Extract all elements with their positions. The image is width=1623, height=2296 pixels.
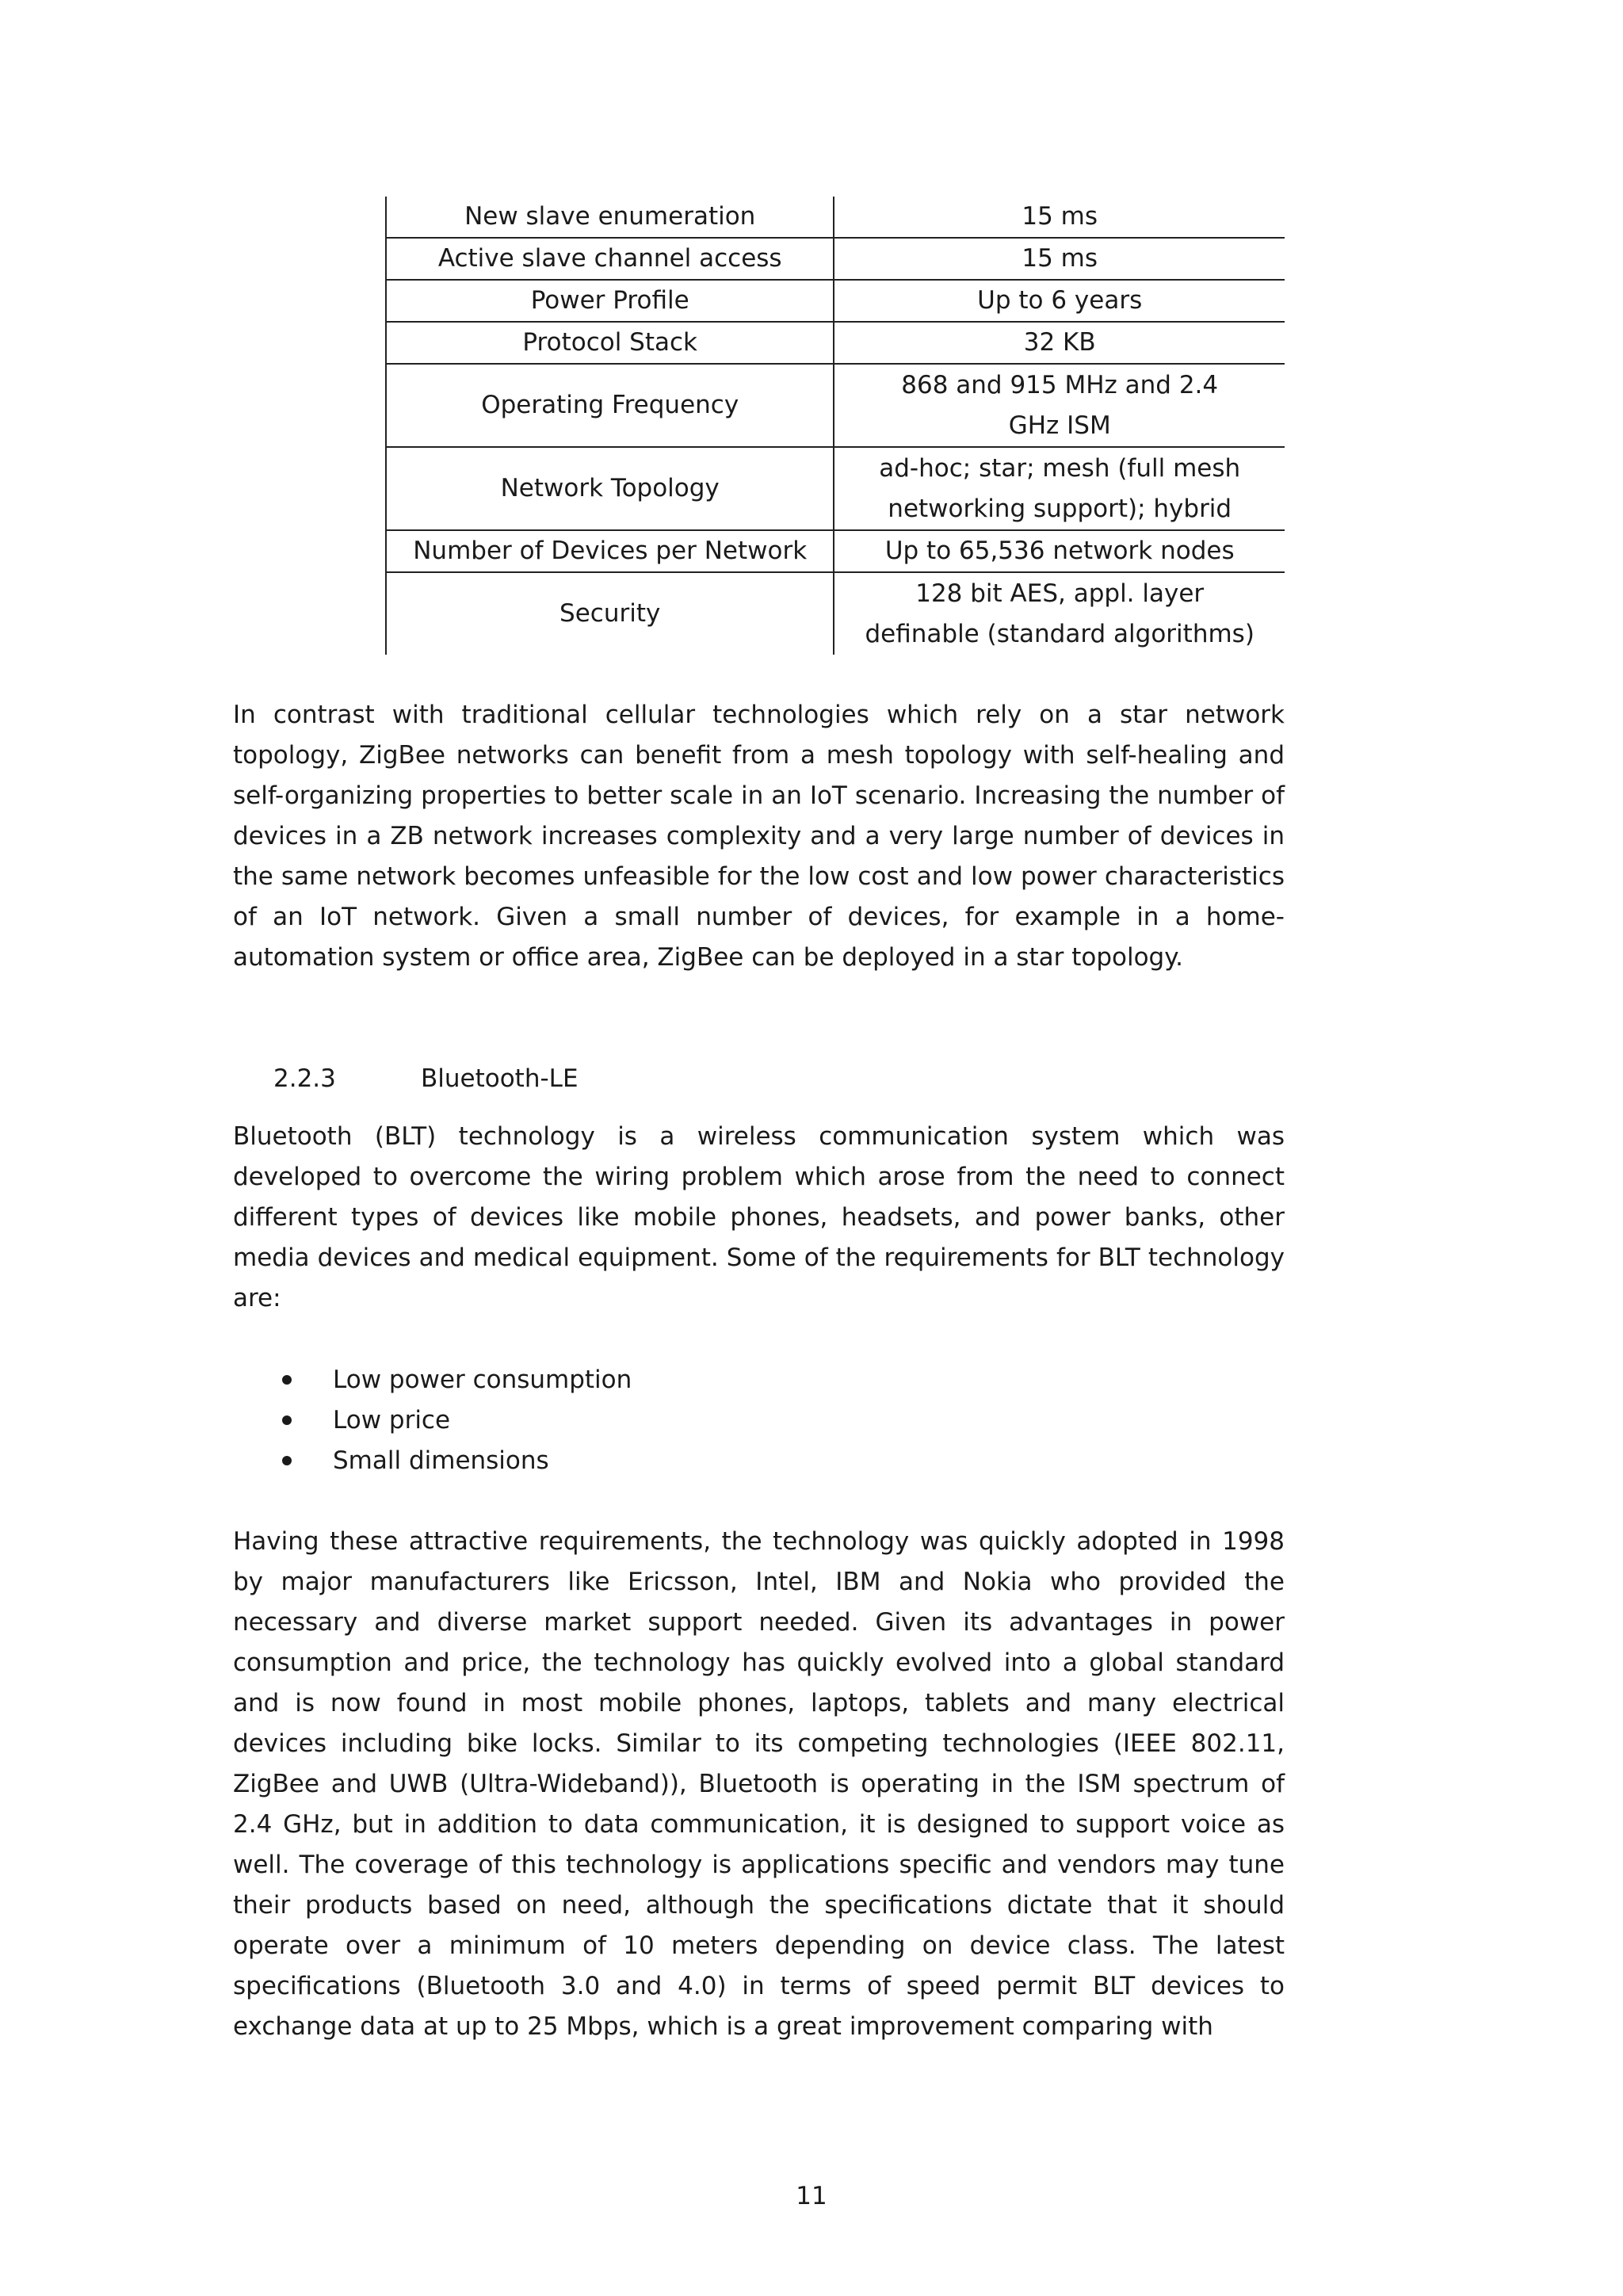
table-row	[386, 572, 1285, 655]
table-row	[386, 530, 1285, 572]
table-cell-label: Security	[386, 572, 834, 655]
table-cell-value: Up to 65,536 network nodes	[834, 530, 1285, 572]
table-cell-value-line: networking support); hybrid	[888, 494, 1232, 523]
page-number: 11	[796, 2182, 827, 2210]
table-row	[386, 197, 1285, 238]
table-cell-label: Network Topology	[386, 447, 834, 530]
table-cell-value-line: definable (standard algorithms)	[865, 619, 1254, 648]
bullet-icon	[282, 1456, 292, 1465]
table-cell-label: Operating Frequency	[386, 364, 834, 447]
list-item	[277, 1360, 632, 1400]
table-cell-value: 32 KB	[834, 322, 1285, 364]
table-row	[386, 322, 1285, 364]
list-item	[277, 1441, 632, 1481]
table-cell-label: Protocol Stack	[386, 322, 834, 364]
table-cell-value-line: ad-hoc; star; mesh (full mesh	[879, 453, 1241, 483]
table-cell-value-line: 128 bit AES, appl. layer	[915, 579, 1205, 608]
list-item-text: Low power consumption	[333, 1366, 632, 1394]
table-cell-value: Up to 6 years	[834, 280, 1285, 322]
section-heading	[273, 1059, 579, 1099]
body-paragraph: Bluetooth (BLT) technology is a wireless communication system which was developed to overcome the wiring problem which arose from the need to connect different types of devices like mobile phones, headsets, and power banks, other media devices and medical equipment. Some of the requirements for BLT technology are:	[233, 1122, 1285, 1312]
table-cell-label: New slave enumeration	[386, 197, 834, 238]
table-cell-label: Number of Devices per Network	[386, 530, 834, 572]
table-row	[386, 364, 1285, 447]
table-cell-value-line: GHz ISM	[1008, 411, 1111, 440]
table-cell-value	[834, 364, 1285, 447]
table-cell-label: Active slave channel access	[386, 238, 834, 280]
body-paragraph: In contrast with traditional cellular technologies which rely on a star network topology, ZigBee networks can benefit from a mesh topology with self-healing and self-organizing properties to better scale in an IoT scenario. Increasing the number of devices in a ZB network increases complexity and a very large number of devices in the same network becomes unfeasible for the low cost and low power characteristics of an IoT network. Given a small number of devices, for example in a home-automation system or office area, ZigBee can be deployed in a star topology.	[233, 701, 1285, 972]
section-number: 2.2.3	[273, 1064, 336, 1093]
list-item	[277, 1400, 632, 1441]
table-cell-value: 15 ms	[834, 197, 1285, 238]
table-cell-value-line: 868 and 915 MHz and 2.4	[901, 370, 1219, 399]
table-cell-value	[834, 572, 1285, 655]
table-row	[386, 238, 1285, 280]
table-row	[386, 447, 1285, 530]
body-paragraph: Having these attractive requirements, the technology was quickly adopted in 1998 by major manufacturers like Ericsson, Intel, IBM and Nokia who provided the necessary and diverse market support needed. Given its advantages in power consumption and price, the technology has quickly evolved into a global standard and is now found in most mobile phones, laptops, tablets and many electrical devices including bike locks. Similar to its competing technologies (IEEE 802.11, ZigBee and UWB (Ultra-Wideband)), Bluetooth is operating in the ISM spectrum of 2.4 GHz, but in addition to data communication, it is designed to support voice as well. The coverage of this technology is applications specific and vendors may tune their products based on need, although the specifications dictate that it should operate over a minimum of 10 meters depending on device class. The latest specifications (Bluetooth 3.0 and 4.0) in terms of speed permit BLT devices to exchange data at up to 25 Mbps, which is a great improvement comparing with	[233, 1527, 1285, 2041]
bullet-icon	[282, 1375, 292, 1385]
bullet-icon	[282, 1415, 292, 1425]
section-title: Bluetooth-LE	[421, 1064, 579, 1093]
list-item-text: Small dimensions	[333, 1446, 549, 1475]
table-cell-label: Power Profile	[386, 280, 834, 322]
list-item-text: Low price	[333, 1406, 451, 1435]
spec-table	[385, 197, 1285, 655]
table-row	[386, 280, 1285, 322]
table-cell-value: 15 ms	[834, 238, 1285, 280]
bullet-list	[277, 1360, 632, 1481]
table-cell-value	[834, 447, 1285, 530]
